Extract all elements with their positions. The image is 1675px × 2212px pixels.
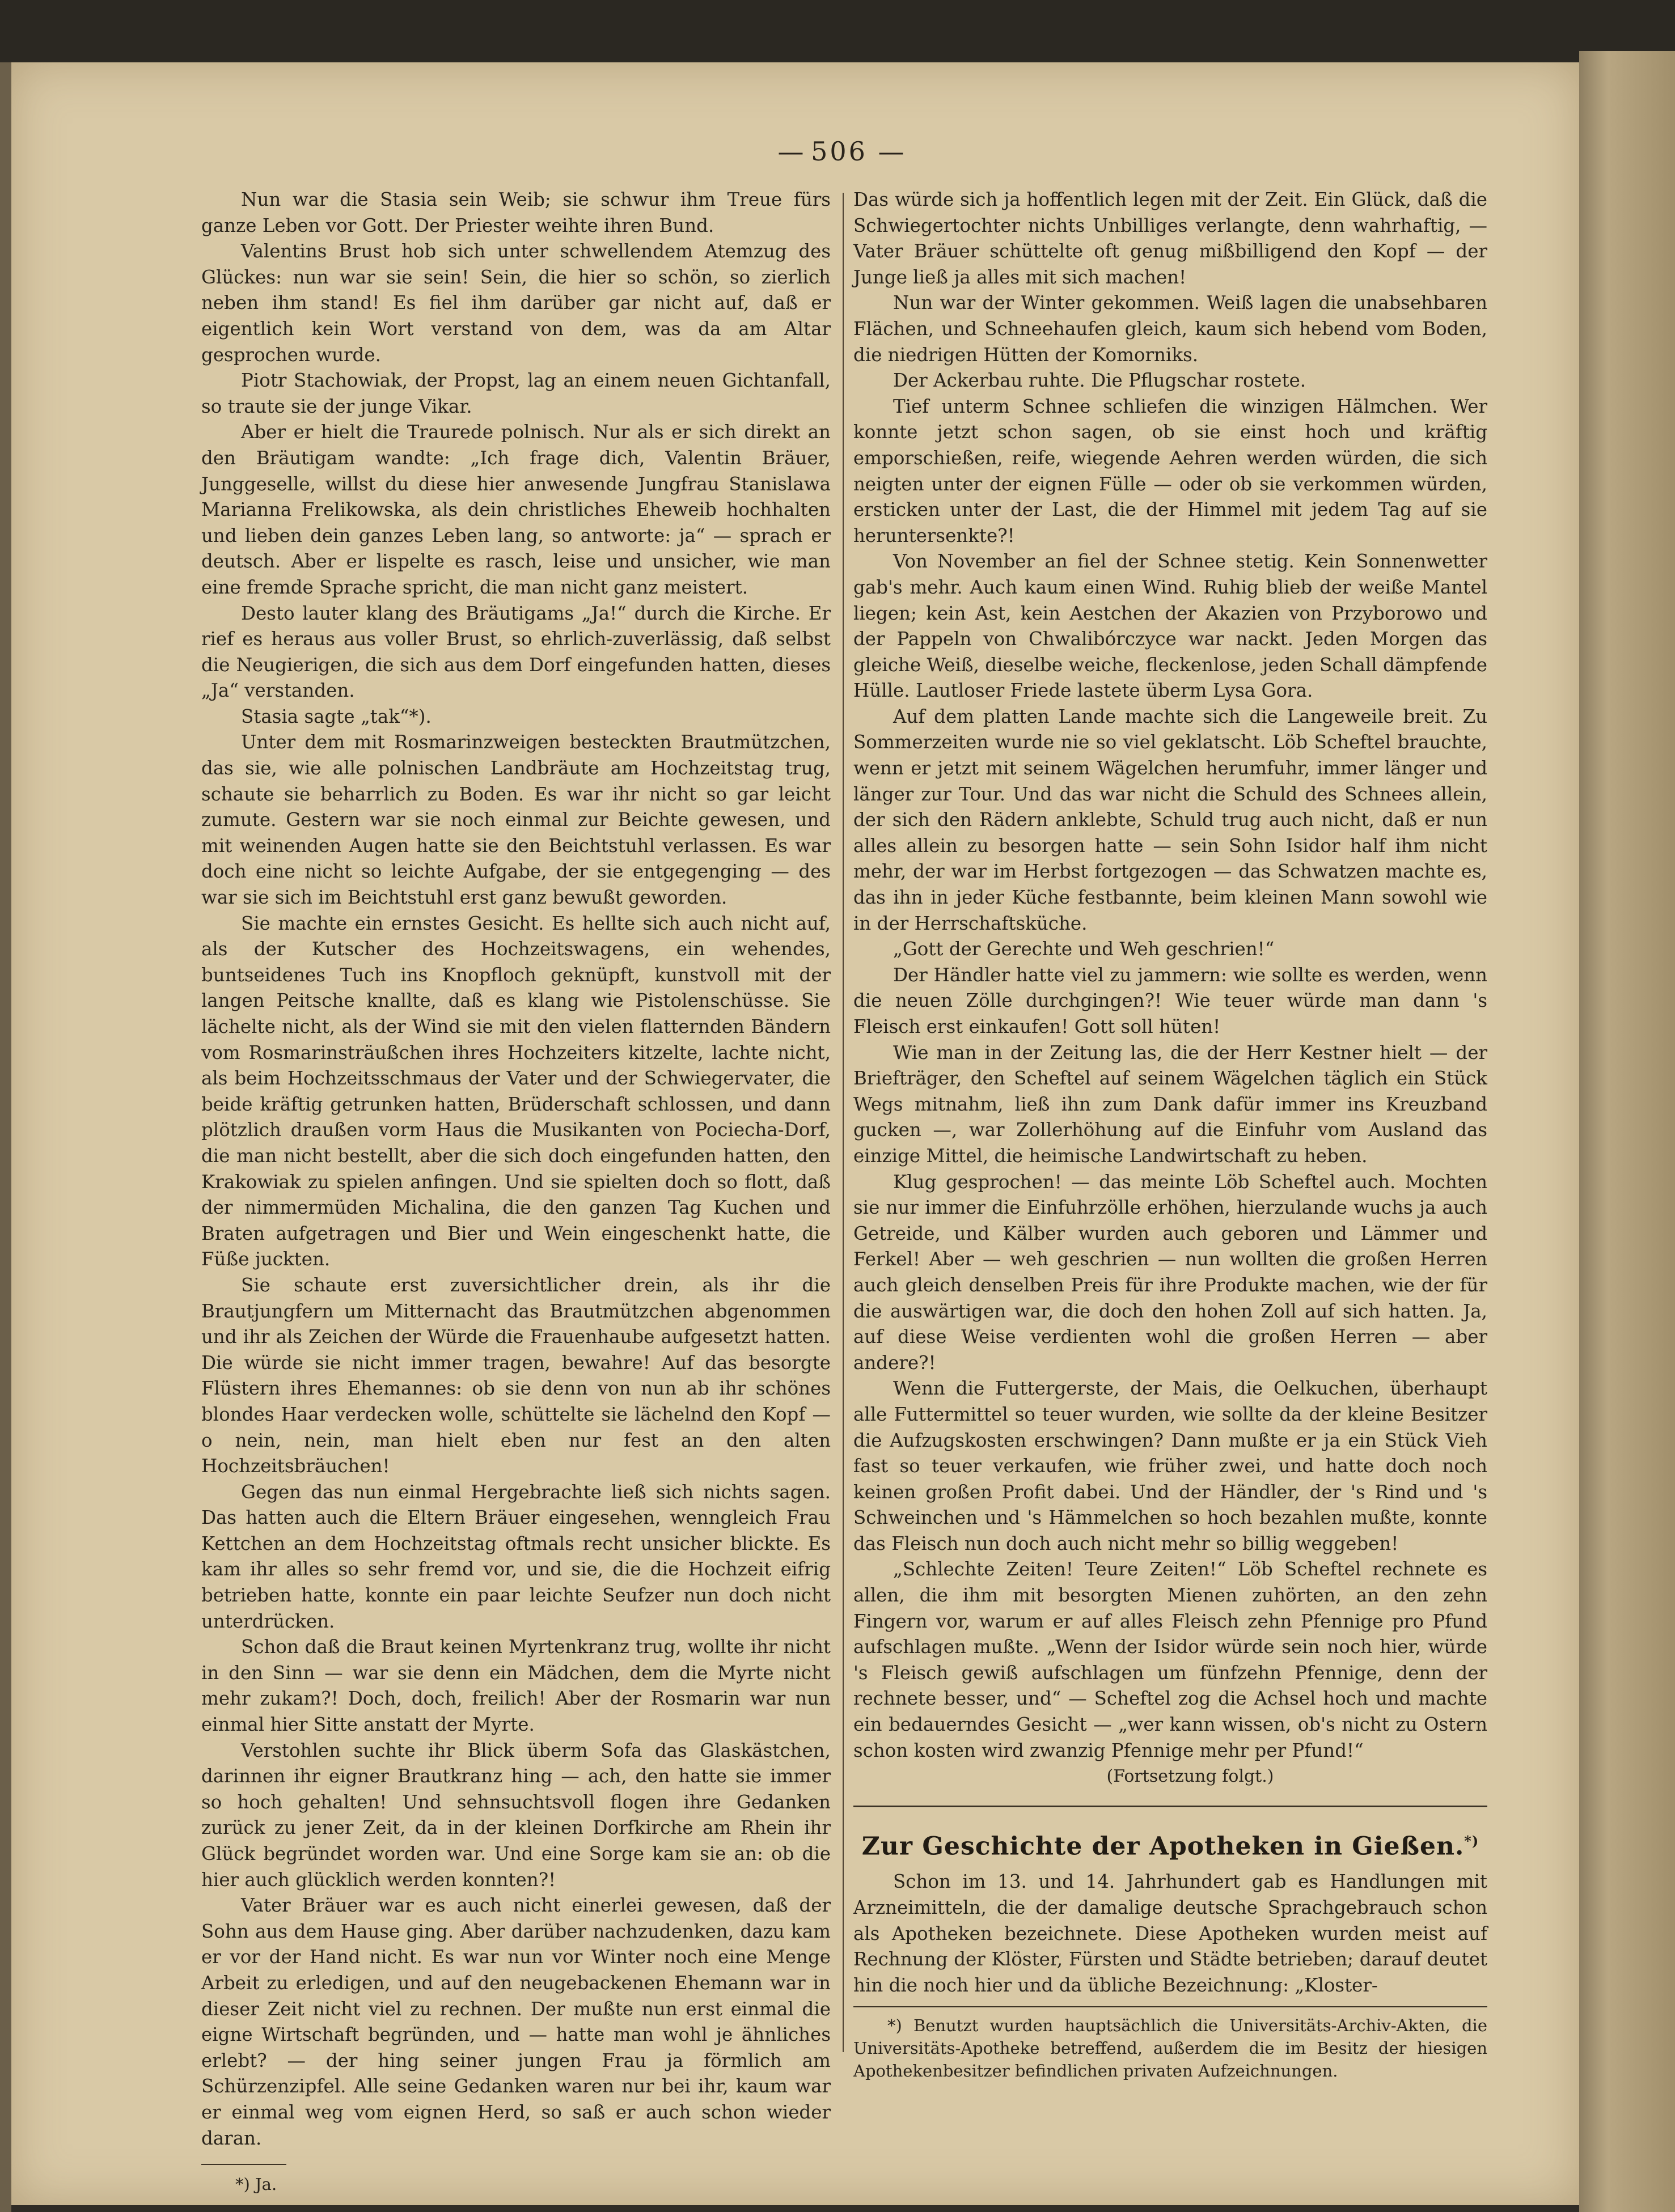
article-title-footnote-mark: *) <box>1464 1832 1479 1849</box>
story-paragraph: Der Ackerbau ruhte. Die Pflugschar rostete. <box>893 370 1306 392</box>
story-paragraph: Piotr Stachowiak, der Propst, lag an einem neuen Gichtanfall, so traute sie der junge Vikar. <box>201 370 831 417</box>
left-column <box>201 187 831 2196</box>
story-paragraph: Wie man in der Zeitung las, die der Herr Kestner hielt — der Briefträger, den Scheftel auf seinem Wägelchen täglich ein Stück Wegs mitnahm, ließ ihn zum Dank dafür immer ins Kreuzband gucken —, war Zollerhöhung auf die Einfuhr vom Ausland das einzige Mittel, die heimische Landwirtschaft zu heben. <box>853 1041 1487 1167</box>
section-rule <box>853 1806 1487 1807</box>
story-paragraph: Von November an fiel der Schnee stetig. Kein Sonnenwetter gab's mehr. Auch kaum einen Wind. Ruhig blieb der weiße Mantel liegen; kein Ast, kein Aestchen der Akazien von Przyborowo und der Pappeln von Chwalibórczyce war nackt. Jeden Morgen das gleiche Weiß, dieselbe weiche, fleckenlose, jeden Schall dämpfende Hülle. Lautloser Friede lastete überm Lysa Gora. <box>853 550 1487 702</box>
story-paragraph: Tief unterm Schnee schliefen die winzigen Hälmchen. Wer konnte jetzt schon sagen, ob sie einst hoch und kräftig emporschießen, reife, wiegende Aehren werden würden, die sich neigten unter der eignen Fülle — oder ob sie verkommen würden, ersticken unter der Last, die der Himmel mit jedem Tag auf sie heruntersenkte?! <box>853 395 1487 546</box>
story-paragraph: „Schlechte Zeiten! Teure Zeiten!“ Löb Scheftel rechnete es allen, die ihm mit besorgten Mienen zuhörten, an den zehn Fingern vor, warum er auf alles Fleisch zehn Pfennige pro Pfund aufschlagen mußte. „Wenn der Isidor würde sein noch hier, würde 's Fleisch gewiß aufschlagen um fünfzehn Pfennige, denn der rechnete besser, und“ — Scheftel zog die Achsel hoch und machte ein bedauerndes Gesicht — „wer kann wissen, ob's nicht zu Ostern schon kosten wird zwanzig Pfennige mehr per Pfund!“ <box>853 1558 1487 1761</box>
footnote: *) Ja. <box>235 2175 277 2194</box>
page-number <box>754 136 924 167</box>
footnote-rule <box>201 2164 286 2165</box>
story-paragraph: Valentins Brust hob sich unter schwellendem Atemzug des Glückes: nun war sie sein! Sein, die hier so schön, so zierlich neben ihm stand! Es fiel ihm darüber gar nicht auf, daß er eigentlich kein Wort verstand von dem, was da am Altar gesprochen wurde. <box>201 240 831 366</box>
story-paragraph: Stasia sagte „tak“*). <box>241 705 432 727</box>
story-paragraph: Nun war der Winter gekommen. Weiß lagen die unabsehbaren Flächen, und Schneehaufen gleich, kaum sich hebend vom Boden, die niedrigen Hütten der Komorniks. <box>853 292 1487 366</box>
story-paragraph: Auf dem platten Lande machte sich die Langeweile breit. Zu Sommerzeiten wurde nie so viel geklatscht. Löb Scheftel brauchte, wenn er jetzt mit seinem Wägelchen herumfuhr, immer länger und länger zur Tour. Und das war nicht die Schuld des Schnees allein, der sich den Rädern anklebte, Schuld trug auch nicht, daß er nun alles allein zu besorgen hatte — sein Sohn Isidor half ihm nicht mehr, der war im Herbst fortgezogen — das Schwatzen machte es, das ihn in jeder Küche festbannte, beim kleinen Mann sowohl wie in der Herrschaftsküche. <box>853 705 1487 934</box>
footnote-rule <box>853 2006 1487 2007</box>
story-paragraph: Klug gesprochen! — das meinte Löb Scheftel auch. Mochten sie nur immer die Einfuhrzölle erhöhen, hierzulande wuchs ja auch Getreide, und Kälber wurden auch geboren und Lämmer und Ferkel! Aber — weh geschrien — nun wollten die großen Herren auch gleich denselben Preis für ihre Produkte machen, wie der für die auswärtigen war, die doch den hohen Zoll auf sich hatten. Ja, auf diese Weise verdienten wohl die großen Herren — aber andere?! <box>853 1171 1487 1374</box>
page-number-value: 506 <box>811 136 868 167</box>
story-paragraph: „Gott der Gerechte und Weh geschrien!“ <box>893 938 1275 960</box>
adjacent-page-edge <box>1579 51 1675 2212</box>
footnote: *) Benutzt wurden hauptsächlich die Universitäts-Archiv-Akten, die Universitäts-Apotheke betreffend, außerdem die im Besitz der hiesigen Apothekenbesitzer befindlichen privaten Aufzeichnungen. <box>853 2016 1487 2081</box>
page-number-dash-right: — <box>878 136 907 167</box>
article-title: Zur Geschichte der Apotheken in Gießen. <box>861 1832 1465 1861</box>
column-divider <box>843 193 844 2052</box>
story-paragraph: Das würde sich ja hoffentlich legen mit der Zeit. Ein Glück, daß die Schwiegertochter nichts Unbilliges verlangte, denn wahrhaftig, — Vater Bräuer schüttelte oft genug mißbilligend den Kopf — der Junge ließ ja alles mit sich machen! <box>853 189 1487 288</box>
story-paragraph: Sie machte ein ernstes Gesicht. Es hellte sich auch nicht auf, als der Kutscher des Hochzeitswagens, ein wehendes, buntseidenes Tuch ins Knopfloch geknüpft, kunstvoll mit der langen Peitsche knallte, daß es klang wie Pistolenschüsse. Sie lächelte nicht, als der Wind sie mit den vielen flatternden Bändern vom Rosmarinsträußchen ihres Hochzeiters kitzelte, lachte nicht, als beim Hochzeitsschmaus der Vater und der Schwiegervater, die beide kräftig getrunken hatten, Brüderschaft schlossen, und dann plötzlich draußen vorm Haus die Musikanten von Pociecha-Dorf, die man nicht bestellt, aber die sich doch eingefunden hatten, den Krakowiak zu spielen anfingen. Und sie spielten doch so flott, daß der nimmermüden Michalina, die den ganzen Tag Kuchen und Braten aufgetragen und Bier und Wein eingeschenkt hatte, die Füße juckten. <box>201 912 831 1270</box>
scan-top-margin <box>0 0 1675 62</box>
scan-left-edge <box>0 62 11 2212</box>
story-paragraph: Vater Bräuer war es auch nicht einerlei gewesen, daß der Sohn aus dem Hause ging. Aber darüber nachzudenken, dazu kam er vor der Hand nicht. Es war nun vor Winter noch eine Menge Arbeit zu erledigen, und auf den neugebackenen Ehemann war in dieser Zeit nicht viel zu rechnen. Der mußte nun erst einmal die eigne Wirtschaft begründen, und — hatte man wohl je ähnliches erlebt? — der hing seiner jungen Frau ja förmlich am Schürzenzipfel. Alle seine Gedanken waren nur bei ihr, kaum war er einmal weg vom eignen Herd, so saß er auch schon wieder daran. <box>201 1895 831 2149</box>
story-paragraph: Wenn die Futtergerste, der Mais, die Oelkuchen, überhaupt alle Futtermittel so teuer wurden, wie sollte da der kleine Besitzer die Aufzugskosten erschwingen? Dann mußte er ja ein Stück Vieh fast so teuer verkaufen, wie früher zwei, und hatte doch noch keinen großen Profit dabei. Und der Händler, der 's Rind und 's Schweinchen und 's Hämmelchen so hoch bezahlen mußte, konnte das Fleisch nun doch auch nicht mehr so billig weggeben! <box>853 1378 1487 1554</box>
story-paragraph: Desto lauter klang des Bräutigams „Ja!“ durch die Kirche. Er rief es heraus aus voller Brust, so ehrlich-zuverlässig, daß selbst die Neugierigen, die sich aus dem Dorf eingefunden hatten, dieses „Ja“ verstanden. <box>201 602 831 702</box>
story-paragraph: Der Händler hatte viel zu jammern: wie sollte es werden, wenn die neuen Zölle durchgingen?! Wie teuer würde man dann 's Fleisch erst einkaufen! Gott soll hüten! <box>853 964 1487 1037</box>
story-paragraph: Sie schaute erst zuversichtlicher drein, als ihr die Brautjungfern um Mitternacht das Brautmützchen abgenommen und ihr als Zeichen der Würde die Frauenhaube aufgesetzt hatten. Die würde sie nicht immer tragen, bewahre! Auf das besorgte Flüstern ihres Ehemannes: ob sie denn von nun ab ihr schönes blondes Haar verdecken wolle, schüttelte sie lächelnd den Kopf — o nein, nein, man hielt eben nur fest an den alten Hochzeitsbräuchen! <box>201 1274 831 1477</box>
story-paragraph: Gegen das nun einmal Hergebrachte ließ sich nichts sagen. Das hatten auch die Eltern Bräuer eingesehen, wenngleich Frau Kettchen an dem Hochzeitstag oftmals recht unsicher blickte. Es kam ihr alles so sehr fremd vor, und sie, die die Hochzeit eifrig betrieben hatte, konnte ein paar leichte Seufzer nun doch nicht unterdrücken. <box>201 1481 831 1632</box>
story-paragraph: Unter dem mit Rosmarinzweigen besteckten Brautmützchen, das sie, wie alle polnischen Landbräute am Hochzeitstag trug, schaute sie beharrlich zu Boden. Es war ihr nicht so gar leicht zumute. Gestern war sie noch einmal zur Beichte gewesen, und mit weinenden Augen hatte sie den Beichtstuhl verlassen. Es war doch eine nicht so leichte Aufgabe, der sie entgegenging — des war sie sich im Beichtstuhl erst ganz bewußt geworden. <box>201 731 831 909</box>
article-headline <box>853 1824 1487 1864</box>
story-paragraph: Nun war die Stasia sein Weib; sie schwur ihm Treue fürs ganze Leben vor Gott. Der Priester weihte ihren Bund. <box>201 189 831 236</box>
story-paragraph: Aber er hielt die Traurede polnisch. Nur als er sich direkt an den Bräutigam wandte: „Ich frage dich, Valentin Bräuer, Junggeselle, willst du diese hier anwesende Jungfrau Stanislawa Marianna Frelikowska, als dein christliches Eheweib hochhalten und lieben dein ganzes Leben lang, so antworte: ja“ — sprach er deutsch. Aber er lispelte es rasch, leise und unsicher, wie man eine fremde Sprache spricht, die man nicht ganz meistert. <box>201 421 831 598</box>
continued-note: (Fortsetzung folgt.) <box>1106 1766 1274 1787</box>
page-number-dash-left: — <box>777 136 806 167</box>
story-paragraph: Verstohlen suchte ihr Blick überm Sofa das Glaskästchen, darinnen ihr eigner Brautkranz hing — ach, den hatte sie immer so hoch gehalten! Und sehnsuchtsvoll flogen ihre Gedanken zurück zu jener Zeit, da in der kleinen Dorfkirche am Rhein ihr Glück begründet worden war. Und eine Sorge kam sie an: ob die hier auch glücklich werden konnten?! <box>201 1739 831 1891</box>
story-paragraph: Schon daß die Braut keinen Myrtenkranz trug, wollte ihr nicht in den Sinn — war sie denn ein Mädchen, dem die Myrte nicht mehr zukam?! Doch, doch, freilich! Aber der Rosmarin war nun einmal hier Sitte anstatt der Myrte. <box>201 1636 831 1736</box>
article-paragraph: Schon im 13. und 14. Jahrhundert gab es Handlungen mit Arzneimitteln, die der damalige deutsche Sprachgebrauch schon als Apotheken bezeichnete. Diese Apotheken wurden meist auf Rechnung der Klöster, Fürsten und Städte betrieben; darauf deutet hin die noch hier und da übliche Bezeichnung: „Kloster- <box>853 1871 1487 1996</box>
right-column <box>853 187 1487 2082</box>
